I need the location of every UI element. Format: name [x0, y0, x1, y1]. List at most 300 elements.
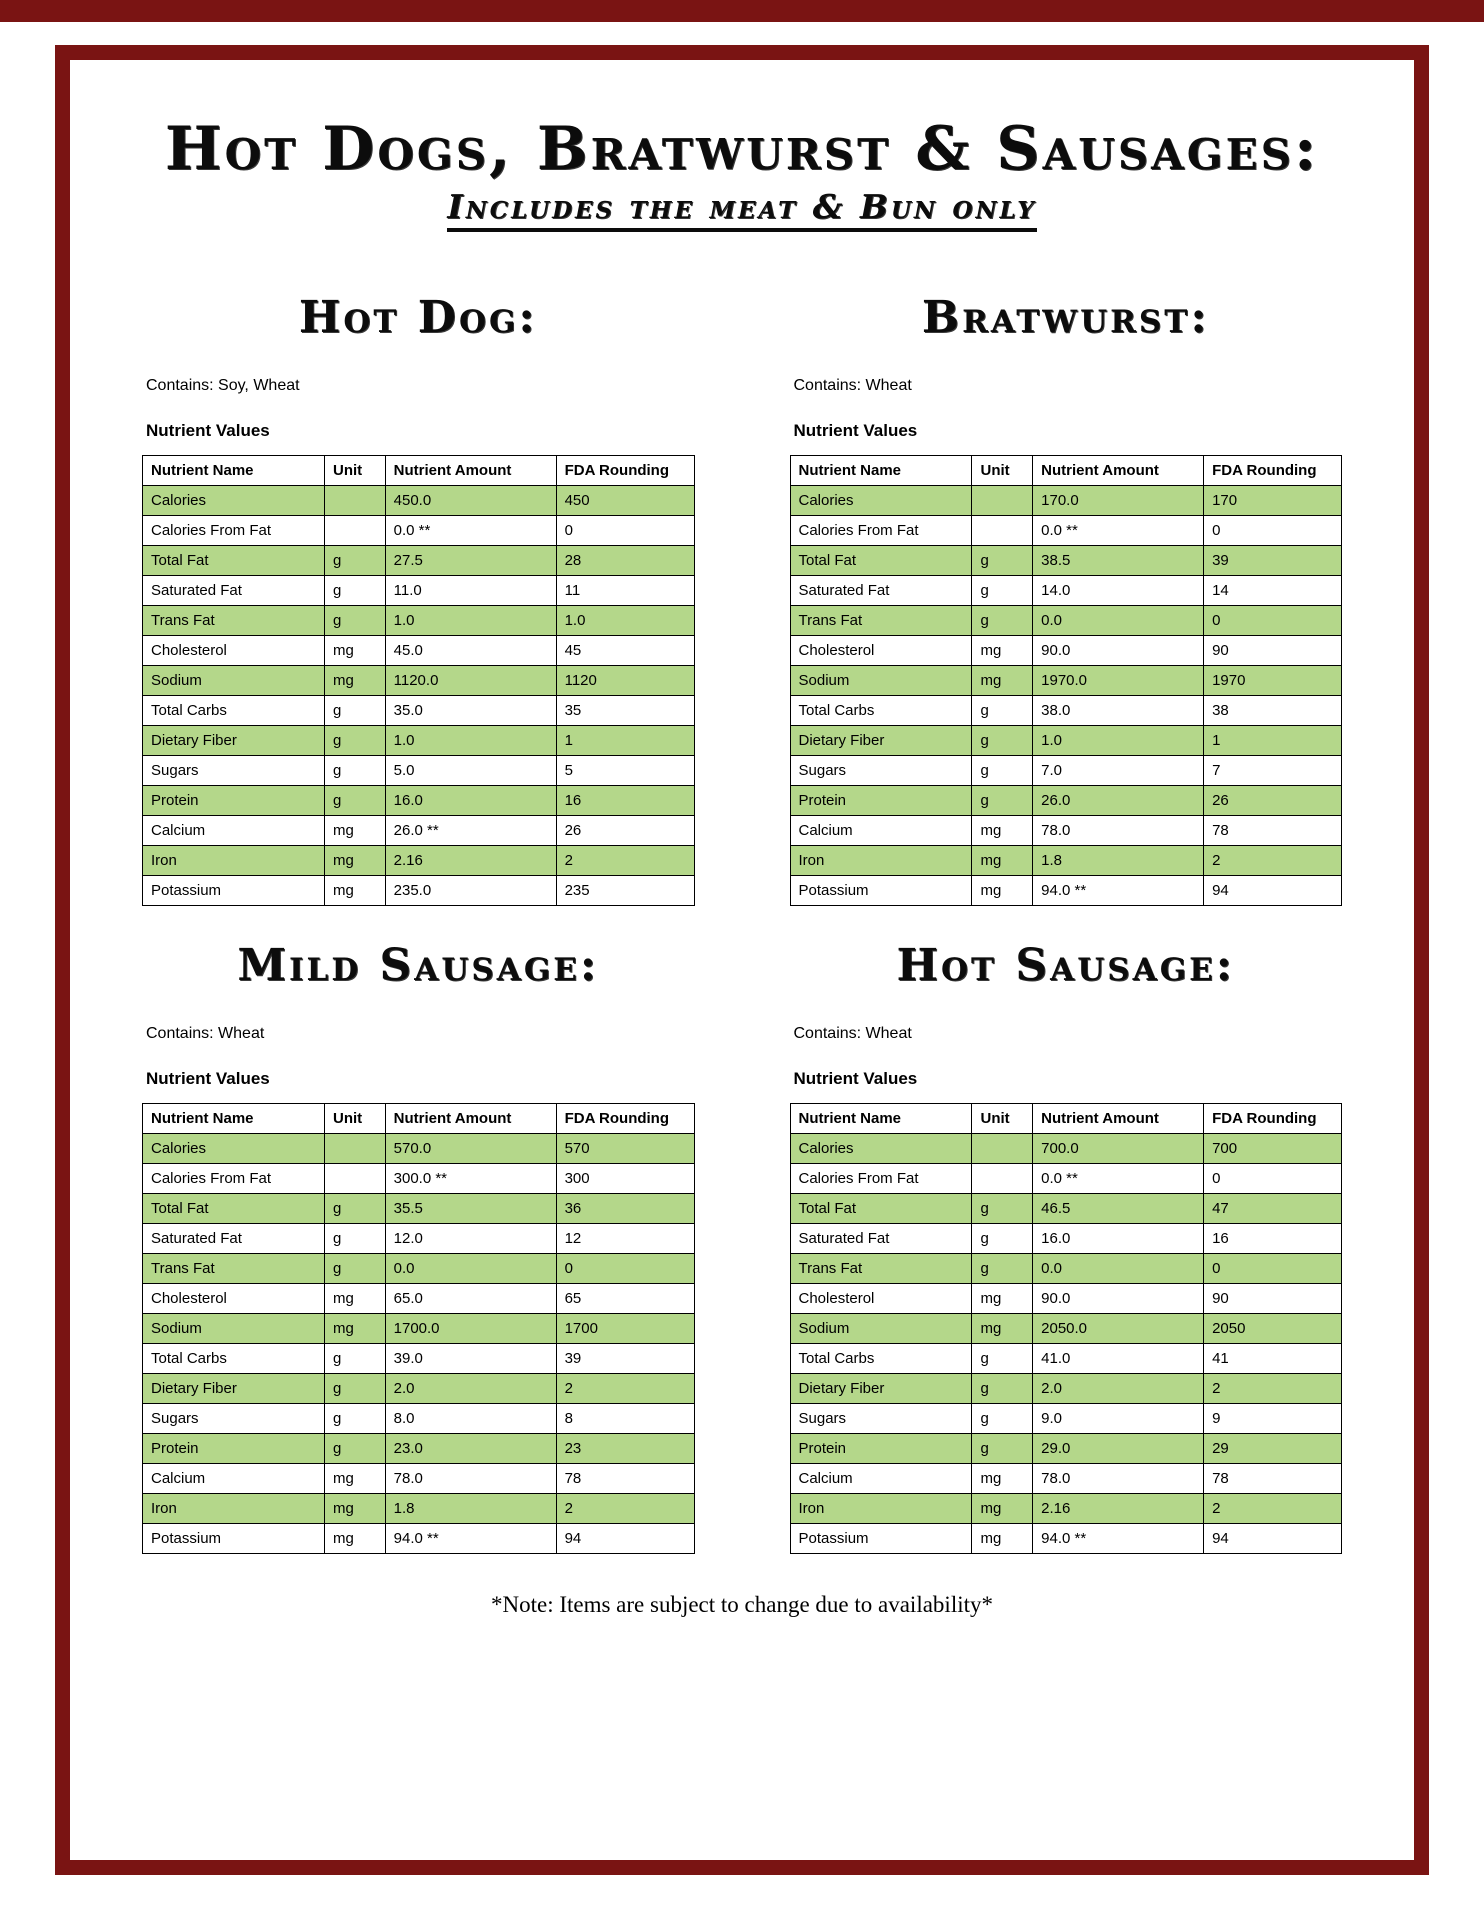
table-cell: Iron — [790, 1494, 972, 1524]
table-cell: mg — [972, 1284, 1033, 1314]
table-row — [790, 1314, 1342, 1344]
table-cell: g — [324, 1224, 385, 1254]
table-cell: 2 — [1204, 1374, 1342, 1404]
table-cell: 94.0 ** — [1033, 1524, 1204, 1554]
table-cell: g — [324, 726, 385, 756]
table-cell: g — [972, 786, 1033, 816]
table-row — [143, 1134, 695, 1164]
table-cell: Calcium — [143, 1464, 325, 1494]
table-cell: 5 — [556, 756, 694, 786]
table-row — [143, 726, 695, 756]
table-row — [143, 696, 695, 726]
table-cell: 94.0 ** — [385, 1524, 556, 1554]
nutrient-table — [790, 1103, 1343, 1554]
table-cell: g — [324, 576, 385, 606]
section-title: Hot Dog: — [298, 292, 538, 343]
table-row — [143, 1284, 695, 1314]
table-cell: Sodium — [143, 1314, 325, 1344]
table-cell: g — [972, 1224, 1033, 1254]
table-cell: 235 — [556, 876, 694, 906]
table-row — [790, 1464, 1342, 1494]
table-cell: g — [972, 546, 1033, 576]
table-row — [143, 576, 695, 606]
table-cell — [972, 1134, 1033, 1164]
table-row — [143, 666, 695, 696]
table-cell: 26.0 ** — [385, 816, 556, 846]
table-row — [790, 666, 1342, 696]
table-cell: 78 — [1204, 1464, 1342, 1494]
table-cell: Calories — [790, 1134, 972, 1164]
table-cell: mg — [324, 1524, 385, 1554]
table-cell: Potassium — [790, 1524, 972, 1554]
table-row — [143, 1494, 695, 1524]
table-cell: 0 — [1204, 1254, 1342, 1284]
table-cell: g — [972, 1434, 1033, 1464]
table-cell: Total Carbs — [143, 696, 325, 726]
table-cell: 14.0 — [1033, 576, 1204, 606]
table-cell: Sodium — [790, 1314, 972, 1344]
table-cell: 41 — [1204, 1344, 1342, 1374]
table-cell: 2 — [556, 1374, 694, 1404]
table-cell: 94 — [1204, 876, 1342, 906]
table-row — [790, 1194, 1342, 1224]
table-cell: mg — [324, 636, 385, 666]
table-cell — [324, 486, 385, 516]
table-cell: mg — [972, 1494, 1033, 1524]
table-cell: mg — [324, 816, 385, 846]
table-row — [143, 1194, 695, 1224]
table-cell: 2 — [556, 846, 694, 876]
column-header: Nutrient Amount — [385, 1104, 556, 1134]
table-cell: 45.0 — [385, 636, 556, 666]
table-row — [143, 516, 695, 546]
column-header: Nutrient Name — [790, 1104, 972, 1134]
nutrient-table — [790, 455, 1343, 906]
table-cell — [324, 516, 385, 546]
table-cell: 700.0 — [1033, 1134, 1204, 1164]
nutrient-table — [142, 1103, 695, 1554]
table-cell: 65.0 — [385, 1284, 556, 1314]
table-cell: g — [972, 696, 1033, 726]
table-cell: g — [972, 726, 1033, 756]
table-row — [790, 576, 1342, 606]
table-row — [790, 1344, 1342, 1374]
table-cell: Saturated Fat — [790, 1224, 972, 1254]
table-cell: 0.0 — [1033, 1254, 1204, 1284]
table-cell: mg — [324, 876, 385, 906]
section-title: Mild Sausage: — [237, 940, 600, 991]
column-header: FDA Rounding — [556, 456, 694, 486]
table-cell: Sugars — [790, 756, 972, 786]
nutrition-section — [790, 940, 1343, 1554]
table-cell: 0 — [1204, 1164, 1342, 1194]
table-cell: g — [972, 606, 1033, 636]
table-cell: Calories From Fat — [143, 516, 325, 546]
table-cell: Dietary Fiber — [143, 1374, 325, 1404]
table-cell: Cholesterol — [790, 1284, 972, 1314]
table-cell: 300 — [556, 1164, 694, 1194]
table-cell: Protein — [790, 1434, 972, 1464]
table-row — [790, 696, 1342, 726]
table-cell: 7.0 — [1033, 756, 1204, 786]
nutrition-section — [142, 940, 695, 1554]
table-cell: 16 — [556, 786, 694, 816]
table-cell: Dietary Fiber — [143, 726, 325, 756]
table-cell: mg — [972, 846, 1033, 876]
table-cell: Sugars — [790, 1404, 972, 1434]
table-row — [790, 726, 1342, 756]
table-cell: 300.0 ** — [385, 1164, 556, 1194]
table-cell: 46.5 — [1033, 1194, 1204, 1224]
table-cell: 0.0 ** — [1033, 1164, 1204, 1194]
table-cell: 235.0 — [385, 876, 556, 906]
table-cell: Potassium — [143, 1524, 325, 1554]
table-cell: 9.0 — [1033, 1404, 1204, 1434]
column-header: Nutrient Name — [143, 1104, 325, 1134]
table-cell: 94 — [556, 1524, 694, 1554]
table-cell: 570.0 — [385, 1134, 556, 1164]
table-cell: 45 — [556, 636, 694, 666]
table-cell: Trans Fat — [790, 606, 972, 636]
table-cell: mg — [972, 666, 1033, 696]
table-cell: 12 — [556, 1224, 694, 1254]
table-cell: Total Fat — [143, 1194, 325, 1224]
table-row — [143, 1404, 695, 1434]
table-cell: 1.0 — [385, 726, 556, 756]
table-cell: 1120 — [556, 666, 694, 696]
table-row — [790, 1494, 1342, 1524]
table-row — [790, 606, 1342, 636]
table-cell: 0.0 ** — [1033, 516, 1204, 546]
table-cell: 78.0 — [385, 1464, 556, 1494]
table-cell: 90 — [1204, 1284, 1342, 1314]
table-cell: 16.0 — [1033, 1224, 1204, 1254]
table-cell: Calcium — [143, 816, 325, 846]
table-cell: mg — [972, 1524, 1033, 1554]
table-row — [143, 1314, 695, 1344]
table-cell: g — [324, 606, 385, 636]
table-cell: 1.0 — [556, 606, 694, 636]
column-header: Nutrient Amount — [385, 456, 556, 486]
table-row — [790, 1134, 1342, 1164]
table-cell: mg — [324, 846, 385, 876]
sections-grid — [142, 292, 1342, 1554]
table-cell: Total Carbs — [790, 696, 972, 726]
table-row — [790, 876, 1342, 906]
table-cell: 2.16 — [1033, 1494, 1204, 1524]
page-title: Hot Dogs, Bratwurst & Sausages: — [164, 114, 1320, 184]
table-row — [790, 546, 1342, 576]
table-cell: Calories From Fat — [790, 516, 972, 546]
table-cell: 23.0 — [385, 1434, 556, 1464]
table-cell: 1970 — [1204, 666, 1342, 696]
table-cell: g — [972, 1344, 1033, 1374]
table-cell: Iron — [143, 1494, 325, 1524]
table-cell: 78 — [1204, 816, 1342, 846]
table-cell: Dietary Fiber — [790, 1374, 972, 1404]
table-cell: Protein — [143, 1434, 325, 1464]
table-cell: 26 — [1204, 786, 1342, 816]
table-cell: 38 — [1204, 696, 1342, 726]
table-cell: Calories — [143, 1134, 325, 1164]
table-cell: g — [324, 786, 385, 816]
table-cell: g — [972, 756, 1033, 786]
table-cell: 7 — [1204, 756, 1342, 786]
table-cell: 39.0 — [385, 1344, 556, 1374]
table-cell: g — [972, 1374, 1033, 1404]
table-cell: 0.0 — [1033, 606, 1204, 636]
table-row — [143, 816, 695, 846]
table-cell: 170.0 — [1033, 486, 1204, 516]
table-row — [143, 1224, 695, 1254]
table-row — [143, 1464, 695, 1494]
table-cell: Saturated Fat — [790, 576, 972, 606]
page-subtitle: Includes the meat & Bun only — [447, 187, 1036, 232]
table-cell: 35.5 — [385, 1194, 556, 1224]
table-cell: 1120.0 — [385, 666, 556, 696]
table-cell: 1 — [1204, 726, 1342, 756]
nutrition-section — [142, 292, 695, 906]
table-cell: Protein — [143, 786, 325, 816]
table-cell: g — [324, 1344, 385, 1374]
table-row — [790, 1524, 1342, 1554]
table-cell: 26.0 — [1033, 786, 1204, 816]
page-frame — [55, 45, 1429, 1875]
table-cell: 1.8 — [1033, 846, 1204, 876]
table-row — [143, 876, 695, 906]
nutrition-section — [790, 292, 1343, 906]
column-header: Nutrient Amount — [1033, 1104, 1204, 1134]
table-cell — [972, 1164, 1033, 1194]
table-cell: 1700 — [556, 1314, 694, 1344]
table-cell: Total Fat — [143, 546, 325, 576]
table-cell: mg — [972, 1464, 1033, 1494]
table-cell: 2 — [1204, 846, 1342, 876]
nutrient-values-label: Nutrient Values — [793, 1069, 918, 1088]
table-cell: 26 — [556, 816, 694, 846]
column-header: Nutrient Name — [143, 456, 325, 486]
table-row — [143, 1254, 695, 1284]
table-cell: Cholesterol — [143, 636, 325, 666]
table-cell: mg — [972, 816, 1033, 846]
column-header: Nutrient Amount — [1033, 456, 1204, 486]
table-row — [790, 1164, 1342, 1194]
column-header: Unit — [972, 456, 1033, 486]
table-row — [143, 546, 695, 576]
table-cell: 16.0 — [385, 786, 556, 816]
table-header-row — [790, 1104, 1342, 1134]
table-cell: g — [324, 1194, 385, 1224]
table-cell: Trans Fat — [143, 1254, 325, 1284]
table-cell: Cholesterol — [790, 636, 972, 666]
table-cell: g — [324, 1254, 385, 1284]
table-cell: 90.0 — [1033, 636, 1204, 666]
subtitle-wrap — [142, 187, 1342, 232]
contains-text: Contains: Wheat — [793, 1025, 912, 1042]
table-cell: 36 — [556, 1194, 694, 1224]
table-row — [790, 756, 1342, 786]
table-row — [790, 816, 1342, 846]
footnote: *Note: Items are subject to change due to availability* — [490, 1592, 993, 1617]
column-header: Unit — [324, 456, 385, 486]
table-cell: Saturated Fat — [143, 576, 325, 606]
column-header: Nutrient Name — [790, 456, 972, 486]
table-cell: 450 — [556, 486, 694, 516]
table-cell: Potassium — [790, 876, 972, 906]
table-cell: Calories — [790, 486, 972, 516]
nutrient-values-label: Nutrient Values — [146, 421, 270, 440]
nutrient-values-label: Nutrient Values — [146, 1069, 270, 1088]
table-cell: Cholesterol — [143, 1284, 325, 1314]
table-cell: 170 — [1204, 486, 1342, 516]
table-cell: 1.0 — [1033, 726, 1204, 756]
contains-text: Contains: Soy, Wheat — [146, 377, 300, 394]
column-header: FDA Rounding — [1204, 456, 1342, 486]
table-cell: 29 — [1204, 1434, 1342, 1464]
table-cell — [972, 486, 1033, 516]
table-cell: 78.0 — [1033, 1464, 1204, 1494]
table-row — [143, 756, 695, 786]
table-cell: 28 — [556, 546, 694, 576]
table-cell: g — [972, 1194, 1033, 1224]
nutrient-values-label: Nutrient Values — [793, 421, 918, 440]
table-cell: mg — [324, 1314, 385, 1344]
table-cell: 570 — [556, 1134, 694, 1164]
table-cell: Total Carbs — [790, 1344, 972, 1374]
table-cell: 2.16 — [385, 846, 556, 876]
table-cell: g — [324, 1434, 385, 1464]
table-cell: 41.0 — [1033, 1344, 1204, 1374]
table-cell: 0 — [556, 1254, 694, 1284]
table-cell: 0 — [1204, 516, 1342, 546]
table-cell: Calcium — [790, 1464, 972, 1494]
table-row — [143, 1524, 695, 1554]
table-cell: g — [324, 546, 385, 576]
table-cell: 2 — [1204, 1494, 1342, 1524]
table-cell: 38.5 — [1033, 546, 1204, 576]
table-cell: 16 — [1204, 1224, 1342, 1254]
table-cell: 90.0 — [1033, 1284, 1204, 1314]
table-cell: Calories From Fat — [143, 1164, 325, 1194]
table-cell: 11.0 — [385, 576, 556, 606]
table-cell: Sodium — [790, 666, 972, 696]
table-cell: Sugars — [143, 756, 325, 786]
table-row — [790, 516, 1342, 546]
table-cell: g — [324, 1404, 385, 1434]
table-cell: mg — [972, 876, 1033, 906]
table-cell: 1.8 — [385, 1494, 556, 1524]
table-cell: 12.0 — [385, 1224, 556, 1254]
table-row — [143, 1374, 695, 1404]
table-cell: Calcium — [790, 816, 972, 846]
table-cell: Calories — [143, 486, 325, 516]
table-cell: 2050 — [1204, 1314, 1342, 1344]
table-cell — [324, 1134, 385, 1164]
table-cell — [324, 1164, 385, 1194]
table-row — [790, 1224, 1342, 1254]
table-row — [143, 1434, 695, 1464]
table-cell: Protein — [790, 786, 972, 816]
table-cell: 1 — [556, 726, 694, 756]
table-cell: 1970.0 — [1033, 666, 1204, 696]
contains-text: Contains: Wheat — [793, 377, 912, 394]
table-header-row — [143, 1104, 695, 1134]
table-header-row — [143, 456, 695, 486]
table-cell: 90 — [1204, 636, 1342, 666]
table-cell: 1700.0 — [385, 1314, 556, 1344]
table-header-row — [790, 456, 1342, 486]
table-cell: 94 — [1204, 1524, 1342, 1554]
table-cell: Iron — [143, 846, 325, 876]
table-cell: g — [972, 576, 1033, 606]
table-cell: 450.0 — [385, 486, 556, 516]
table-row — [143, 486, 695, 516]
table-cell: Dietary Fiber — [790, 726, 972, 756]
table-cell: 0 — [556, 516, 694, 546]
table-cell: 39 — [1204, 546, 1342, 576]
table-cell: 39 — [556, 1344, 694, 1374]
table-cell: 0.0 ** — [385, 516, 556, 546]
section-title: Bratwurst: — [921, 292, 1210, 343]
table-cell: 2.0 — [1033, 1374, 1204, 1404]
table-cell: 2050.0 — [1033, 1314, 1204, 1344]
table-cell: Sodium — [143, 666, 325, 696]
table-row — [790, 486, 1342, 516]
table-cell: Trans Fat — [790, 1254, 972, 1284]
table-cell — [972, 516, 1033, 546]
table-row — [790, 1254, 1342, 1284]
table-row — [143, 1344, 695, 1374]
table-cell: 8 — [556, 1404, 694, 1434]
table-cell: 47 — [1204, 1194, 1342, 1224]
table-cell: 27.5 — [385, 546, 556, 576]
column-header: FDA Rounding — [556, 1104, 694, 1134]
table-row — [790, 636, 1342, 666]
table-cell: 14 — [1204, 576, 1342, 606]
table-cell: 23 — [556, 1434, 694, 1464]
table-row — [143, 846, 695, 876]
table-row — [790, 1284, 1342, 1314]
table-cell: Saturated Fat — [143, 1224, 325, 1254]
column-header: Unit — [324, 1104, 385, 1134]
table-cell: 35 — [556, 696, 694, 726]
table-cell: g — [324, 696, 385, 726]
table-cell: Iron — [790, 846, 972, 876]
table-cell: 8.0 — [385, 1404, 556, 1434]
table-cell: 0.0 — [385, 1254, 556, 1284]
table-cell: 9 — [1204, 1404, 1342, 1434]
table-cell: Total Fat — [790, 546, 972, 576]
table-cell: 78.0 — [1033, 816, 1204, 846]
table-cell: 35.0 — [385, 696, 556, 726]
table-cell: 38.0 — [1033, 696, 1204, 726]
table-cell: 2.0 — [385, 1374, 556, 1404]
table-cell: 94.0 ** — [1033, 876, 1204, 906]
table-cell: Potassium — [143, 876, 325, 906]
table-row — [790, 846, 1342, 876]
table-row — [790, 1434, 1342, 1464]
table-cell: Trans Fat — [143, 606, 325, 636]
table-cell: 29.0 — [1033, 1434, 1204, 1464]
table-cell: 2 — [556, 1494, 694, 1524]
table-cell: Total Fat — [790, 1194, 972, 1224]
table-cell: Total Carbs — [143, 1344, 325, 1374]
table-cell: Sugars — [143, 1404, 325, 1434]
nutrient-table — [142, 455, 695, 906]
table-cell: Calories From Fat — [790, 1164, 972, 1194]
table-cell: mg — [972, 636, 1033, 666]
table-row — [143, 606, 695, 636]
